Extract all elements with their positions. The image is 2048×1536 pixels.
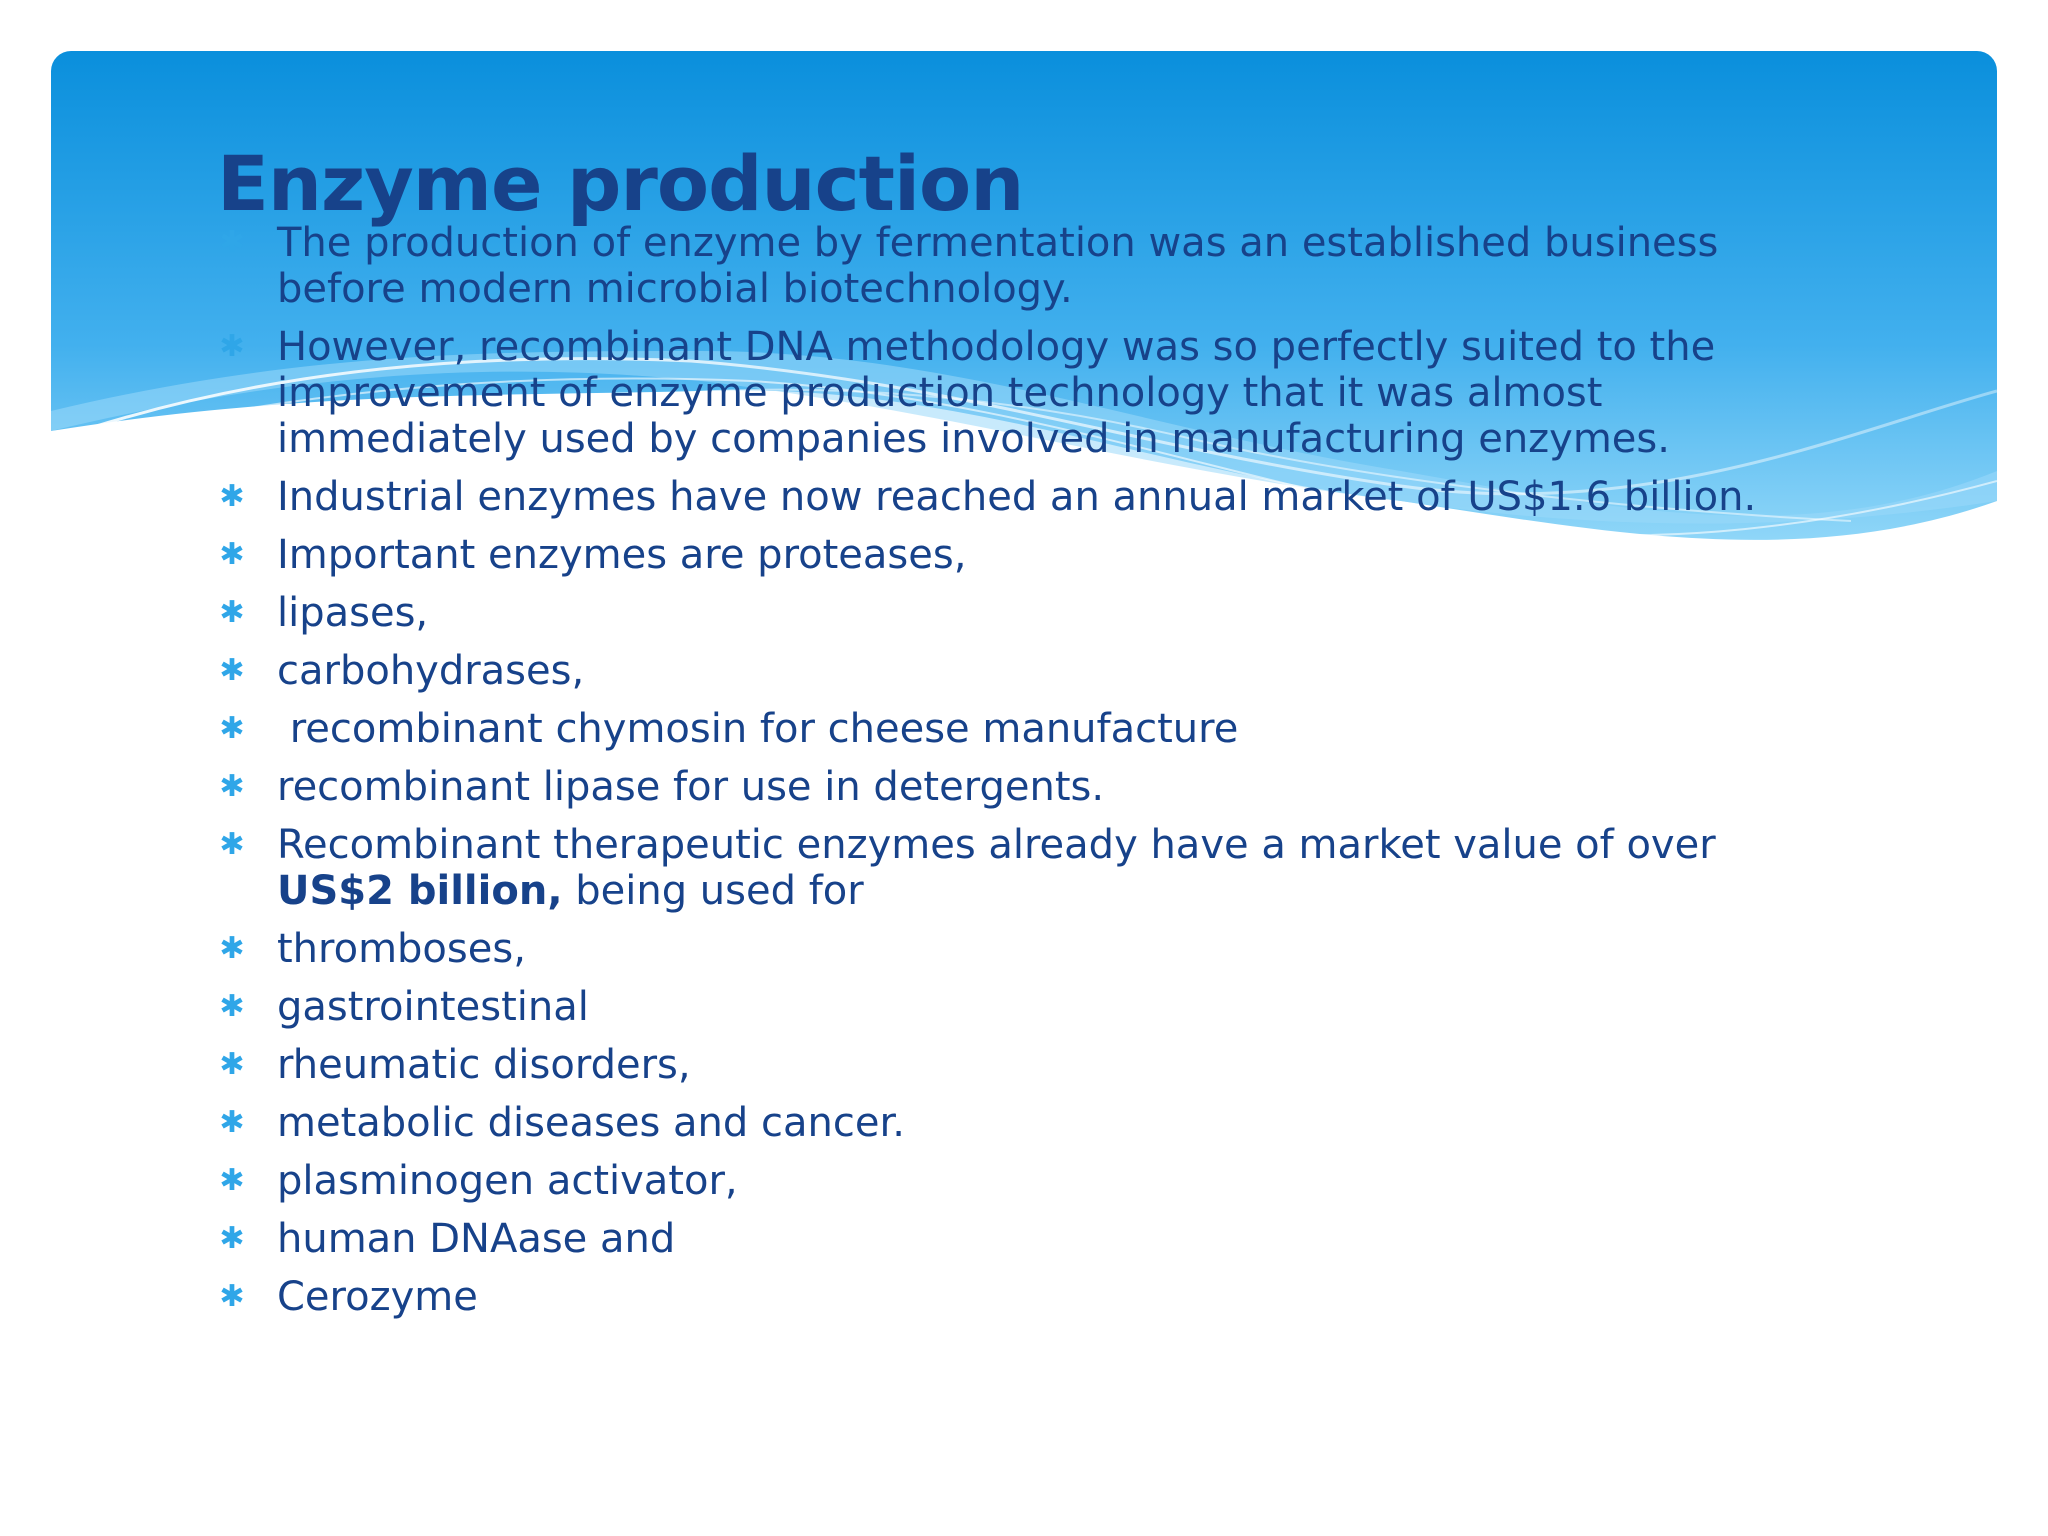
asterisk-bullet-icon: ✱	[219, 989, 245, 1024]
slide-content	[217, 138, 1817, 1332]
bullet-text: However, recombinant DNA methodology was so perfectly suited to the improvement of enzyme production technology that it was almost immediately used by companies involved in manufacturing enzymes.	[277, 324, 1716, 462]
asterisk-bullet-icon: ✱	[219, 479, 245, 514]
bullet-text: plasminogen activator,	[277, 1158, 738, 1204]
bullet-text: recombinant lipase for use in detergents.	[277, 764, 1105, 810]
bullet-text: human DNAase and	[277, 1216, 676, 1262]
asterisk-bullet-icon: ✱	[219, 225, 245, 260]
bullet-text: thromboses,	[277, 926, 526, 972]
asterisk-bullet-icon: ✱	[219, 1105, 245, 1140]
slide-title: Enzyme production	[217, 139, 1024, 228]
bullet-text: lipases,	[277, 590, 429, 636]
bullet-text: carbohydrases,	[277, 648, 585, 694]
asterisk-bullet-icon: ✱	[219, 931, 245, 966]
bullet-text: metabolic diseases and cancer.	[277, 1100, 905, 1146]
bullet-text: gastrointestinal	[277, 984, 589, 1030]
asterisk-bullet-icon: ✱	[219, 711, 245, 746]
list-item	[217, 822, 1817, 914]
asterisk-bullet-icon: ✱	[219, 827, 245, 862]
bullet-text-lead: Recombinant therapeutic enzymes already have a market value of over	[277, 822, 1716, 868]
bullet-text: Cerozyme	[277, 1274, 478, 1320]
asterisk-bullet-icon: ✱	[219, 769, 245, 804]
list-item	[217, 590, 1817, 636]
bullet-text: Important enzymes are proteases,	[277, 532, 967, 578]
list-item	[217, 1100, 1817, 1146]
bullet-text: rheumatic disorders,	[277, 1042, 691, 1088]
asterisk-bullet-icon: ✱	[219, 1163, 245, 1198]
list-item	[217, 1042, 1817, 1088]
bullet-text: Industrial enzymes have now reached an annual market of US$1.6 billion.	[277, 474, 1757, 520]
asterisk-bullet-icon: ✱	[219, 1279, 245, 1314]
list-item	[217, 220, 1817, 312]
list-item	[217, 706, 1817, 752]
bullet-text: The production of enzyme by fermentation was an established business before modern microbial biotechnology.	[277, 220, 1719, 312]
list-item	[217, 324, 1817, 462]
list-item	[217, 1216, 1817, 1262]
asterisk-bullet-icon: ✱	[219, 1047, 245, 1082]
list-item	[217, 764, 1817, 810]
asterisk-bullet-icon: ✱	[219, 595, 245, 630]
bullet-list	[217, 220, 1817, 1320]
list-item	[217, 926, 1817, 972]
asterisk-bullet-icon: ✱	[219, 537, 245, 572]
list-item	[217, 1274, 1817, 1320]
list-item	[217, 1158, 1817, 1204]
asterisk-bullet-icon: ✱	[219, 329, 245, 364]
bullet-text: recombinant chymosin for cheese manufacture	[277, 706, 1239, 752]
bullet-text-tail: being used for	[562, 868, 864, 914]
list-item	[217, 984, 1817, 1030]
list-item	[217, 474, 1817, 520]
asterisk-bullet-icon: ✱	[219, 1221, 245, 1256]
list-item	[217, 532, 1817, 578]
bullet-text-bold: US$2 billion,	[277, 868, 563, 914]
list-item	[217, 648, 1817, 694]
asterisk-bullet-icon: ✱	[219, 653, 245, 688]
